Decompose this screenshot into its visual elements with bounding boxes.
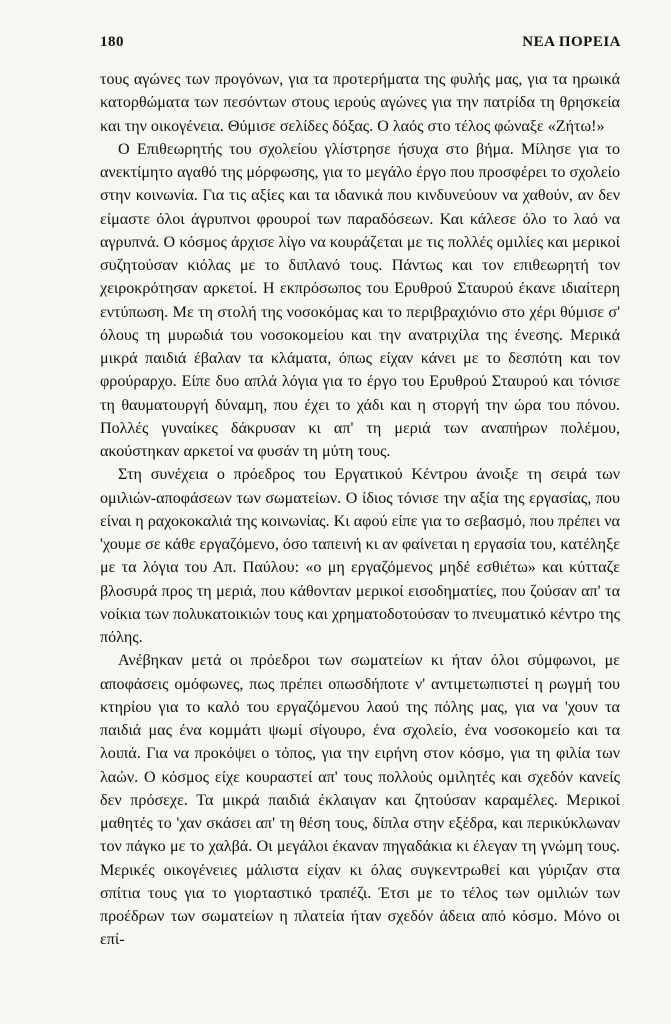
paragraph-continuation: τους αγώνες των προγόνων, για τα προτερήματα της φυλής μας, για τα ηρωικά κατορθώματα των πεσόντων στους ιερούς αγώνες για την πατρίδα τη θρησκεία και την οικογένεια. Θύμισε σελίδες δόξας. Ο λαός στο τέλος φώναξε «Ζήτω!» (100, 71, 620, 135)
page-number: 180 (100, 34, 124, 50)
paragraph: Ο Επιθεωρητής του σχολείου γλίστρησε ήσυχα στο βήμα. Μίλησε για το ανεκτίμητο αγαθό της μόρφωσης, για το μεγάλο έργο που προσφέρει το σχολείο στην κοινωνία. Για τις αξίες και τα ιδανικά που κινδυνεύουν να χαθούν, αν δεν είμαστε όλοι άγρυπνοι φρουροί των παραδόσεων. Και κάλεσε όλο το λαό να αγρυπνά. Ο κόσμος άρχισε λίγο να κουράζεται με τις πολλές ομιλίες και μερικοί συζητούσαν κιόλας με το διπλανό τους. Πάντως και τον επιθεωρητή τον χειροκρότησαν αρκετοί. Η εκπρόσωπος του Ερυθρού Σταυρού έκανε ιδιαίτερη εντύπωση. Με τη στολή της νοσοκόμας και το περιβραχιόνιο στο χέρι θύμισε σ' όλους τη μυρωδιά του νοσοκομείου και την ανατριχίλα της ένεσης. Μερικά μικρά παιδιά έβαλαν τα κλάματα, όπως είχαν κάνει με το δεσπότη και τον φρούραρχο. Είπε δυο απλά λόγια για το έργο του Ερυθρού Σταυρού και τόνισε τη θαυματουργή δύναμη, που έχει το χάδι και η στοργή την ώρα του πόνου. Πολλές γυναίκες δάκρυσαν κι απ' τη μεριά των αναπήρων πολέμου, ακούστηκαν αρκετοί να φυσάν τη μύτη τους. (100, 140, 620, 460)
running-title: ΝΕΑ ΠΟΡΕΙΑ (522, 34, 621, 50)
paragraph: Στη συνέχεια ο πρόεδρος του Εργατικού Κέντρου άνοιξε τη σειρά των ομιλιών-αποφάσεων των σωματείων. Ο ίδιος τόνισε την αξία της εργασίας, που είναι η ραχοκοκαλιά της κοινωνίας. Κι αφού είπε για το σεβασμό, που πρέπει να 'χουμε σε κάθε εργαζόμενο, όσο ταπεινή κι αν φαίνεται η εργασία του, κατέληξε με τα λόγια του Απ. Παύλου: «ο μη εργαζόμενος μηδέ εσθιέτω» και κύτταζε βλοσυρά προς τη μεριά, που κάθονταν μερικοί εισοδηματίες, που ζούσαν απ' τα νοίκια των πολυκατοικιών τους και χρηματοδοτούσαν το πνευματικό κέντρο της πόλης. (100, 466, 620, 646)
body-text (100, 68, 620, 952)
page-header (100, 34, 621, 51)
paragraph: Ανέβηκαν μετά οι πρόεδροι των σωματείων κι ήταν όλοι σύμφωνοι, με αποφάσεις ομόφωνες, πως πρέπει οπωσδήποτε ν' αντιμετωπιστεί η ρωγμή του κτηρίου για το καλό του εργαζόμενου λαού της πόλης μας, για να 'χουν τα παιδιά μας ένα κομμάτι ψωμί σίγουρο, ένα σχολείο, ένα νοσοκομείο και τα λοιπά. Για να προκόψει ο τόπος, για την ειρήνη στον κόσμο, για τη φιλία των λαών. Ο κόσμος είχε κουραστεί απ' τους πολλούς ομιλητές και σχεδόν κανείς δεν πρόσεχε. Τα μικρά παιδιά έκλαιγαν και ζητούσαν καραμέλες. Μερικοί μαθητές το 'χαν σκάσει απ' τη θέση τους, δίπλα στην εξέδρα, και περικύκλωναν τον πάγκο με το χαλβά. Οι μεγάλοι έκαναν πηγαδάκια κι έλεγαν τη γνώμη τους. Μερικές οικογένειες μάλιστα είχαν κι όλας συγκεντρωθεί και γύριζαν στα σπίτια τους για το γιορταστικό τραπέζι. Έτσι με το τέλος των ομιλιών των προέδρων των σωματείων η πλατεία ήταν σχεδόν άδεια από κόσμο. Μόνο οι επί- (100, 652, 620, 949)
